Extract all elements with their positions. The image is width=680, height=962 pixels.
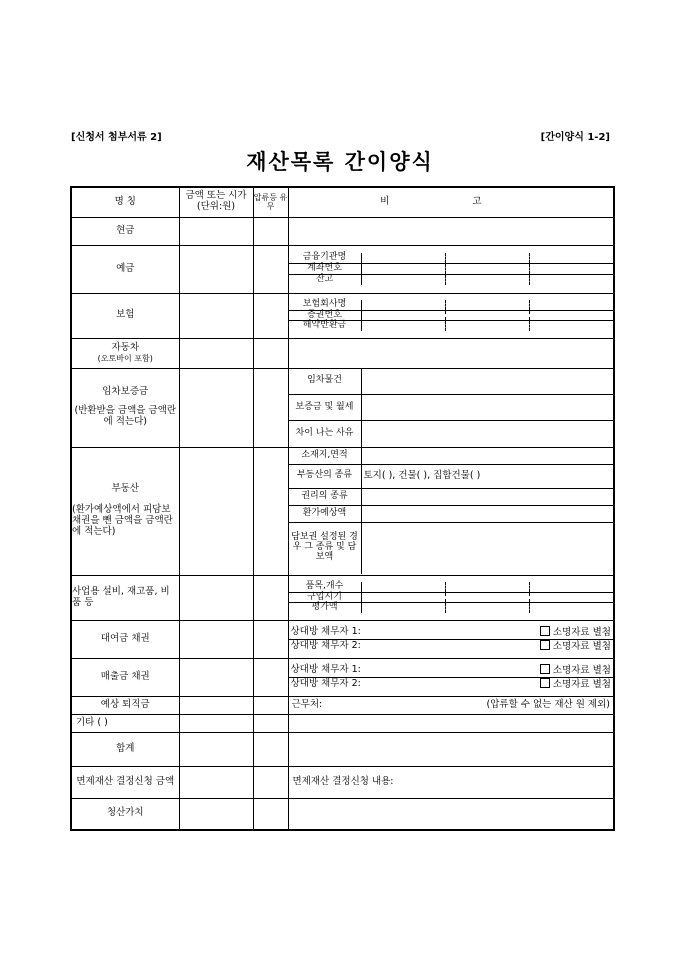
severance-workplace-label: 근무처:: [291, 698, 323, 710]
attachment-label: [신청서 첨부서류 2]: [71, 132, 162, 143]
row-liquidation-label: 청산가치: [71, 798, 179, 830]
row-realestate: [71, 447, 614, 575]
business-items-field[interactable]: [361, 582, 445, 592]
business-value-field[interactable]: [361, 603, 445, 613]
realestate-amount-cell[interactable]: [179, 447, 253, 575]
business-value-label: 평가액: [289, 603, 362, 613]
loan-amount-cell[interactable]: [179, 620, 253, 658]
deposit-balance-field-3[interactable]: [529, 274, 613, 284]
sales-debtor-1-label: 상대방 채무자 1:: [290, 664, 361, 676]
realestate-kind-label: 부동산의 종류: [289, 464, 362, 488]
row-business-label: 사업용 설비, 재고품, 비품 등: [71, 575, 179, 620]
checkbox-icon[interactable]: [540, 664, 550, 674]
lease-deposit-field[interactable]: [361, 395, 613, 421]
realestate-security-field[interactable]: [361, 522, 613, 574]
sales-remarks: [288, 658, 614, 696]
deposit-account-field-2[interactable]: [445, 264, 529, 275]
row-car: [71, 338, 614, 368]
cash-amount-cell[interactable]: [179, 217, 253, 245]
business-seizure-cell[interactable]: [253, 575, 288, 620]
insurance-refund-field-2[interactable]: [445, 321, 529, 331]
insurance-policy-label: 증권번호: [289, 310, 362, 321]
row-other: [71, 714, 614, 732]
car-amount-cell[interactable]: [179, 338, 253, 368]
checkbox-icon[interactable]: [540, 678, 550, 688]
realestate-location-label: 소재지,면적: [289, 448, 362, 464]
row-exempt: [71, 766, 614, 798]
business-items-label: 품목,개수: [289, 582, 362, 592]
deposit-bank-field[interactable]: [361, 253, 445, 263]
row-deposit-label: 예금: [71, 245, 179, 293]
business-date-field-3[interactable]: [529, 592, 613, 603]
loan-remarks: [288, 620, 614, 658]
other-amount-cell[interactable]: [179, 714, 253, 732]
insurance-policy-field-2[interactable]: [445, 310, 529, 321]
lease-reason-label: 차이 나는 사유: [289, 421, 362, 447]
insurance-refund-field-3[interactable]: [529, 321, 613, 331]
insurance-refund-field[interactable]: [361, 321, 445, 331]
row-realestate-label: 부동산 (환가예상액에서 피담보채권을 뺀 금액을 금액란에 적는다): [71, 447, 179, 575]
business-amount-cell[interactable]: [179, 575, 253, 620]
checkbox-icon[interactable]: [540, 640, 550, 650]
realestate-seizure-cell[interactable]: [253, 447, 288, 575]
property-list-table: [70, 186, 615, 831]
severance-amount-cell[interactable]: [179, 696, 253, 714]
col-seizure-header: 압류등 유무: [253, 187, 288, 217]
loan-debtor-1-label: 상대방 채무자 1:: [290, 626, 361, 638]
other-remarks-cell[interactable]: [288, 714, 614, 732]
exempt-seizure-cell[interactable]: [253, 766, 288, 798]
deposit-remarks: [288, 245, 614, 293]
lease-reason-field[interactable]: [361, 421, 613, 447]
deposit-balance-field-2[interactable]: [445, 274, 529, 284]
total-seizure-cell[interactable]: [253, 732, 288, 766]
severance-seizure-cell[interactable]: [253, 696, 288, 714]
lease-deposit-label: 보증금 및 월세: [289, 395, 362, 421]
sales-debtor-1-check[interactable]: 소명자료 별첨: [540, 664, 611, 676]
exempt-amount-cell[interactable]: [179, 766, 253, 798]
checkbox-icon[interactable]: [540, 626, 550, 636]
realestate-estimate-field[interactable]: [361, 505, 613, 522]
row-insurance: [71, 293, 614, 338]
lease-property-field[interactable]: [361, 369, 613, 395]
deposit-account-field-3[interactable]: [529, 264, 613, 275]
row-car-label: 자동차 (오토바이 포함): [71, 338, 179, 368]
loan-seizure-cell[interactable]: [253, 620, 288, 658]
row-other-label: 기타 ( ): [71, 714, 179, 732]
row-total: [71, 732, 614, 766]
insurance-company-field[interactable]: [361, 300, 445, 310]
cash-seizure-cell[interactable]: [253, 217, 288, 245]
business-date-label: 구입시기: [289, 592, 362, 603]
realestate-remarks: [288, 447, 614, 575]
business-date-field[interactable]: [361, 592, 445, 603]
col-amount-header: 금액 또는 시가(단위:원): [179, 187, 253, 217]
row-severance-label: 예상 퇴직금: [71, 696, 179, 714]
deposit-bank-label: 금융기관명: [289, 253, 362, 263]
row-severance: [71, 696, 614, 714]
loan-debtor-2-check[interactable]: 소명자료 별첨: [540, 640, 611, 652]
insurance-refund-label: 해약반환금: [289, 321, 362, 331]
insurance-remarks: [288, 293, 614, 338]
sales-debtor-2-label: 상대방 채무자 2:: [290, 677, 361, 689]
liquidation-remarks-cell[interactable]: [288, 798, 614, 830]
table-header-row: [71, 187, 614, 217]
liquidation-amount-cell[interactable]: [179, 798, 253, 830]
severance-remarks[interactable]: [288, 696, 614, 714]
deposit-seizure-cell[interactable]: [253, 245, 288, 293]
insurance-seizure-cell[interactable]: [253, 293, 288, 338]
other-seizure-cell[interactable]: [253, 714, 288, 732]
loan-debtor-2-label: 상대방 채무자 2:: [290, 639, 361, 651]
deposit-account-field[interactable]: [361, 264, 445, 275]
deposit-balance-label: 잔고: [289, 274, 362, 284]
insurance-policy-field-3[interactable]: [529, 310, 613, 321]
business-items-field-3[interactable]: [529, 582, 613, 592]
lease-property-label: 임차물건: [289, 369, 362, 395]
deposit-account-label: 계좌번호: [289, 264, 362, 275]
row-lease: [71, 368, 614, 447]
realestate-right-field[interactable]: [361, 488, 613, 505]
row-lease-label: 임차보증금 (반환받을 금액을 금액란에 적는다): [71, 368, 179, 447]
form-code-label: [간이양식 1-2]: [540, 132, 610, 143]
row-loan: [71, 620, 614, 658]
lease-remarks: [288, 368, 614, 447]
row-business: [71, 575, 614, 620]
sales-debtor-2-check[interactable]: 소명자료 별첨: [540, 678, 611, 690]
liquidation-seizure-cell[interactable]: [253, 798, 288, 830]
sales-seizure-cell[interactable]: [253, 658, 288, 696]
total-amount-cell[interactable]: [179, 732, 253, 766]
car-seizure-cell[interactable]: [253, 338, 288, 368]
realestate-estimate-label: 환가예상액: [289, 505, 362, 522]
insurance-company-field-3[interactable]: [529, 300, 613, 310]
business-value-field-3[interactable]: [529, 603, 613, 613]
insurance-company-field-2[interactable]: [445, 300, 529, 310]
realestate-kind-field[interactable]: 토지( ), 건물( ), 집합건물( ): [361, 464, 613, 488]
realestate-right-label: 권리의 종류: [289, 488, 362, 505]
lease-amount-cell[interactable]: [179, 368, 253, 447]
insurance-company-label: 보험회사명: [289, 300, 362, 310]
business-value-field-2[interactable]: [445, 603, 529, 613]
deposit-amount-cell[interactable]: [179, 245, 253, 293]
row-sales: [71, 658, 614, 696]
total-remarks-cell[interactable]: [288, 732, 614, 766]
deposit-balance-field[interactable]: [361, 274, 445, 284]
business-date-field-2[interactable]: [445, 592, 529, 603]
col-name-header: 명 칭: [71, 187, 179, 217]
row-exempt-label: 면제재산 결정신청 금액: [71, 766, 179, 798]
insurance-amount-cell[interactable]: [179, 293, 253, 338]
page-title: 재산목록 간이양식: [246, 150, 434, 174]
deposit-bank-field-3[interactable]: [529, 253, 613, 263]
row-insurance-label: 보험: [71, 293, 179, 338]
row-loan-label: 대여금 채권: [71, 620, 179, 658]
sales-amount-cell[interactable]: [179, 658, 253, 696]
deposit-bank-field-2[interactable]: [445, 253, 529, 263]
lease-seizure-cell[interactable]: [253, 368, 288, 447]
row-cash: [71, 217, 614, 245]
insurance-policy-field[interactable]: [361, 310, 445, 321]
severance-note: (압류할 수 없는 재산 원 제외): [486, 698, 610, 710]
loan-debtor-1-check[interactable]: 소명자료 별첨: [540, 626, 611, 638]
row-liquidation: [71, 798, 614, 830]
exempt-remarks[interactable]: 면제재산 결정신청 내용:: [288, 766, 614, 798]
row-cash-label: 현금: [71, 217, 179, 245]
cash-remarks-cell[interactable]: [288, 217, 614, 245]
col-remarks-header: 비 고: [288, 187, 614, 217]
row-sales-label: 매출금 채권: [71, 658, 179, 696]
business-remarks: [288, 575, 614, 620]
car-remarks-cell[interactable]: [288, 338, 614, 368]
business-items-field-2[interactable]: [445, 582, 529, 592]
realestate-security-label: 담보권 설정된 경우 그 종류 및 담보액: [289, 522, 362, 574]
realestate-location-field[interactable]: [361, 448, 613, 464]
row-deposit: [71, 245, 614, 293]
row-total-label: 합계: [71, 732, 179, 766]
